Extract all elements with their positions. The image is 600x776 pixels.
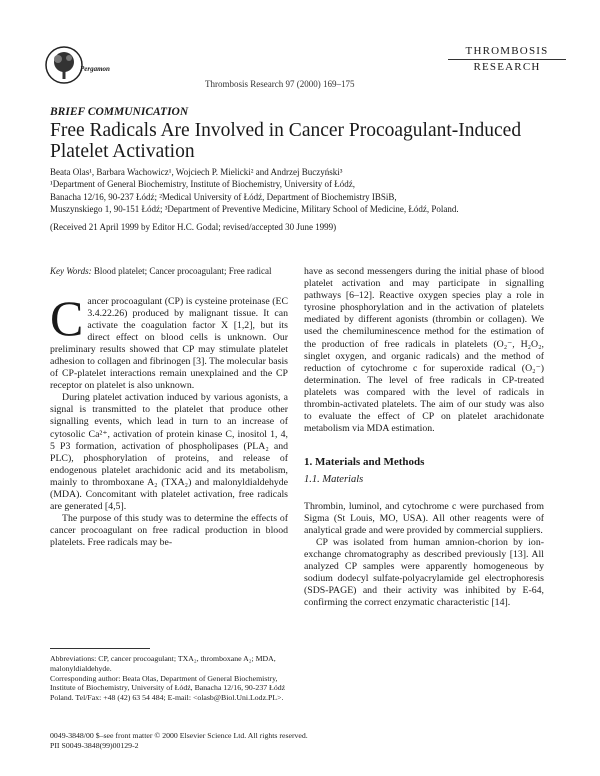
copyright-line: 0049-3848/00 $–see front matter © 2000 Elsevier Science Ltd. All rights reserved. bbox=[50, 731, 308, 740]
affiliation-line: Muszynskiego 1, 90-151 Łódź; ³Department of Preventive Medicine, Military School of Medicine, Łódź, Poland. bbox=[50, 204, 459, 214]
article-title: Free Radicals Are Involved in Cancer Procoagulant-Induced Platelet Activation bbox=[50, 120, 522, 162]
publisher-tree-logo bbox=[44, 45, 84, 85]
drop-cap: C bbox=[50, 289, 84, 346]
journal-logo bbox=[448, 45, 566, 74]
right-column bbox=[304, 266, 544, 609]
journal-name-line1: THROMBOSIS bbox=[465, 45, 549, 57]
left-column bbox=[50, 266, 288, 549]
body-paragraph: The purpose of this study was to determine the effects of cancer procoagulant on free radical production in blood platelets. Free radicals may be- bbox=[50, 513, 288, 549]
abbreviations-footnote: Abbreviations: CP, cancer procoagulant; TXA₂, thromboxane A₂; MDA, malonyldialdehyde. bbox=[50, 654, 276, 673]
footnotes bbox=[50, 654, 290, 703]
footnote-divider bbox=[50, 648, 150, 649]
body-paragraph: Thrombin, luminol, and cytochrome c were purchased from Sigma (St Louis, MO, USA). All other reagents were of analytical grade and were provided by commercial suppliers. bbox=[304, 500, 544, 536]
body-paragraph: CP was isolated from human amnion-chorion by ion-exchange chromatography as described previously [13]. All analyzed CP samples were apparently homogeneous by sodium dodecyl sulfate-polyacrylamide gel electrophoresis (SDS-PAGE) and their activity was inhibited by E-64, confirming the correct enzymatic characteristic [14]. bbox=[304, 536, 544, 609]
section-label: BRIEF COMMUNICATION bbox=[50, 106, 189, 118]
affiliation-line: ¹Department of General Biochemistry, Institute of Biochemistry, University of Łódź, bbox=[50, 179, 355, 189]
body-paragraph: During platelet activation induced by various agonists, a signal is transmitted to the platelet that produce other signalling events, which lead in turn to an increase of cytosolic Ca²⁺, activation of protein kinase C, inositol 1, 4, 5 P3 formation, activation of phospholipases (PLA₂ and PLC), phosphorylation of proteins, and release of endogenous platelet arachidonic acid and its metabolism, mainly to thromboxane A₂ (TXA₂) and malonyldialdehyde (MDA). Concomitant with platelet activation, free radicals are generated [4,5]. bbox=[50, 392, 288, 513]
publisher-name: Pergamon bbox=[80, 65, 110, 73]
section-heading: 1. Materials and Methods bbox=[304, 456, 425, 469]
pii-line: PII S0049-3848(99)00129-2 bbox=[50, 741, 139, 750]
keywords-text: Blood platelet; Cancer procoagulant; Free radical bbox=[93, 266, 272, 276]
received-dates: (Received 21 April 1999 by Editor H.C. Godal; revised/accepted 30 June 1999) bbox=[50, 222, 337, 232]
keywords-label: Key Words: bbox=[50, 266, 92, 276]
corresponding-author-footnote: Corresponding author: Beata Olas, Department of General Biochemistry, Institute of Biochemistry, University of Łódź, Banacha 12/16, 90-237 Łódź Poland. Tel/Fax: +48 (42) 63 54 484; E-mail: <olasb@Biol.Uni.Lodz.PL>. bbox=[50, 673, 286, 703]
copyright-footer bbox=[50, 731, 308, 751]
affiliation-line: Banacha 12/16, 90-237 Łódź; ²Medical University of Łódź, Department of Biochemistry IBSiB, bbox=[50, 191, 397, 202]
body-paragraph: have as second messengers during the initial phase of blood platelet activation and may participate in signalling pathways [6–12]. Reactive oxygen species play a role in tyrosine phosphorylation and in the activation of platelets mediated by different agonists (thrombin or collagen). We used the chemiluminescence method for the estimation of the production of free radicals in platelets (O₂⁻, H₂O₂, singlet oxygen, and organic radicals) and the method of reduction of cytochrome c for superoxide radical (O₂⁻) determination. The level of free radicals in CP-treated platelets was compared with the level of radicals in thrombin-activated platelets. The aim of our study was also to evaluate the effect of CP on platelet arachidonate metabolism via MDA estimation. bbox=[304, 266, 544, 435]
keywords bbox=[50, 266, 288, 278]
intro-text: ancer procoagulant (CP) is cysteine proteinase (EC 3.4.22.26) produced by malignant tissue. It can activate the coagulation factor X [1,2], but its direct effect on blood cells is unknown. Our preliminary results showed that CP may stimulate platelet adhesion to collagen and fibrinogen [3]. The molecular basis of CP-platelet interactions remain unexplained and the CP receptor on platelet is also unknown. bbox=[50, 295, 288, 392]
affiliations bbox=[50, 178, 570, 216]
intro-paragraph bbox=[50, 289, 288, 393]
journal-name-line2: RESEARCH bbox=[473, 61, 541, 73]
journal-citation: Thrombosis Research 97 (2000) 169–175 bbox=[205, 79, 355, 89]
subsection-heading: 1.1. Materials bbox=[304, 474, 364, 486]
author-list: Beata Olas¹, Barbara Wachowicz¹, Wojciech P. Mielicki² and Andrzej Buczyński³ bbox=[50, 167, 343, 177]
